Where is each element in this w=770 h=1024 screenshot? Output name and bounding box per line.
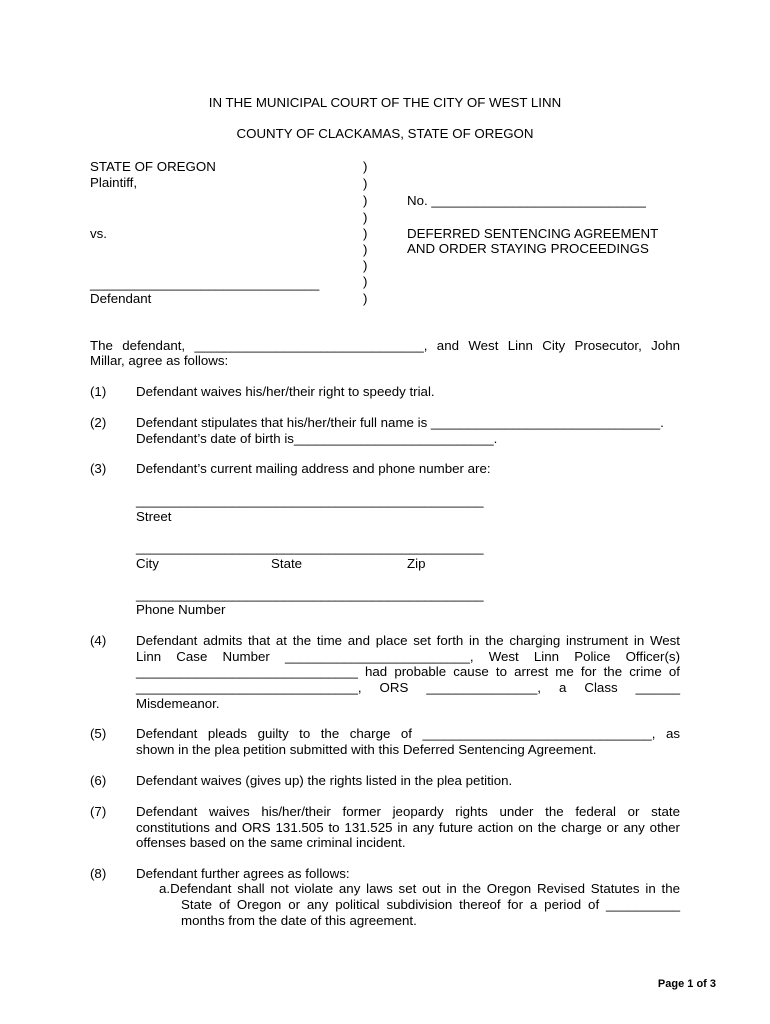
document-title-line2: AND ORDER STAYING PROCEEDINGS [407,241,649,256]
zip-label: Zip [407,556,426,571]
caption-paren: ) [363,274,368,289]
item-text: Misdemeanor. [136,696,220,711]
item-number: (1) [90,384,107,399]
phone-label: Phone Number [136,602,226,617]
caption-paren: ) [363,242,368,257]
item-text: Defendant’s current mailing address and phone number are: [136,461,491,476]
defendant-name-field[interactable]: _______________________________ [90,276,320,291]
full-name-field[interactable]: Defendant stipulates that his/her/their full name is _______________________________. [136,415,664,430]
officer-name-field[interactable]: ______________________________ had probable cause to arrest me for the crime of [136,664,680,679]
date-of-birth-field[interactable]: Defendant’s date of birth is___________________________. [136,431,498,446]
item-text: Defendant waives (gives up) the rights listed in the plea petition. [136,773,513,788]
case-number-field[interactable]: No. _____________________________ [407,193,646,208]
item-text: Defendant further agrees as follows: [136,866,350,881]
caption-paren: ) [363,226,368,241]
city-label: City [136,556,159,571]
item-number: (5) [90,726,107,741]
item-number: (3) [90,461,107,476]
sub-item-text: months from the date of this agreement. [181,913,417,928]
caption-paren: ) [363,291,368,306]
page-number: Page 1 of 3 [657,978,716,990]
charge-field[interactable]: Defendant pleads guilty to the charge of _______________________________, as [136,726,680,741]
case-officer-field[interactable]: Linn Case Number _________________________, West Linn Police Officer(s) [136,649,680,664]
item-text: offenses based on the same criminal incident. [136,835,406,850]
sub-item-text: a.Defendant shall not violate any laws set out in the Oregon Revised Statutes in the [159,881,680,896]
item-text: shown in the plea petition submitted with this Deferred Sentencing Agreement. [136,742,597,757]
item-text: Defendant admits that at the time and place set forth in the charging instrument in West [136,633,680,648]
months-field[interactable]: State of Oregon or any political subdivision thereof for a period of __________ [181,897,680,912]
caption-paren: ) [363,210,368,225]
defendant-label: Defendant [90,291,152,306]
city-state-zip-field[interactable]: _______________________________________________ [136,540,484,555]
caption-paren: ) [363,193,368,208]
document-title-line1: DEFERRED SENTENCING AGREEMENT [407,226,659,241]
plaintiff-name: STATE OF OREGON [90,159,216,174]
item-number: (2) [90,415,107,430]
caption-paren: ) [363,258,368,273]
street-label: Street [136,509,172,524]
item-text: constitutions and ORS 131.505 to 131.525 in any future action on the charge or any other [136,820,680,835]
plaintiff-label: Plaintiff, [90,175,138,190]
court-heading: IN THE MUNICIPAL COURT OF THE CITY OF WEST LINN [208,95,562,110]
street-field[interactable]: _______________________________________________ [136,493,484,508]
state-label: State [271,556,303,571]
item-text: Defendant waives his/her/their right to speedy trial. [136,384,435,399]
item-number: (7) [90,804,107,819]
caption-paren: ) [363,159,368,174]
item-number: (8) [90,866,107,881]
county-heading: COUNTY OF CLACKAMAS, STATE OF OREGON [236,126,534,141]
item-number: (4) [90,633,107,648]
versus-label: vs. [90,226,107,241]
item-number: (6) [90,773,107,788]
phone-field[interactable]: _______________________________________________ [136,587,484,602]
intro-line: Millar, agree as follows: [90,353,229,368]
caption-paren: ) [363,176,368,191]
crime-ors-class-field[interactable]: ______________________________, ORS _______________, a Class ______ [136,680,680,695]
intro-line: The defendant, _______________________________, and West Linn City Prosecutor, John [90,338,680,353]
item-text: Defendant waives his/her/their former jeopardy rights under the federal or state [136,804,680,819]
